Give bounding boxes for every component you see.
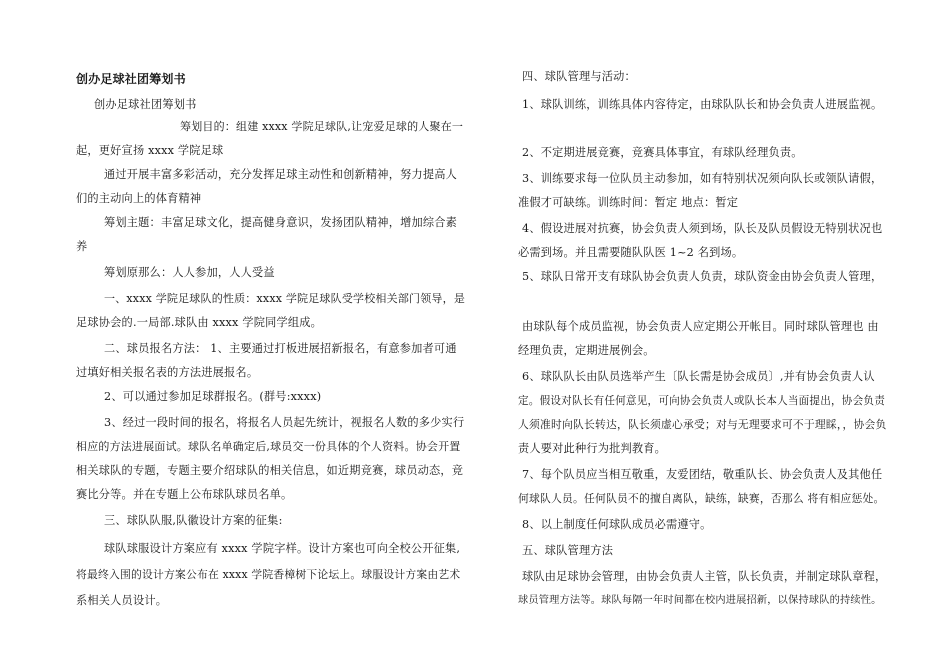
document-title: 创办足球社团筹划书 [76,72,186,86]
text-line: 筹划原那么：人人参加，人人受益 [104,266,275,279]
text-line: 3、训练要求每一位队员主动参加，如有特别状况须向队长或领队请假， [522,172,883,185]
text-line: 起，更好宣扬 xxxx 学院足球 [76,144,224,157]
text-line: 相应的方法进展面试。球队名单确定后,球员交一份具体的个人资料。协会开置 [76,440,461,453]
text-line: 3、经过一段时间的报名，将报名人员起先统计，视报名人数的多少实行 [104,416,465,429]
text-line: 二、球员报名方法： 1、主要通过打板进展招新报名，有意参加者可通 [104,342,457,355]
text-line: 筹划目的：组建 xxxx 学院足球队,让宠爱足球的人聚在一 [180,120,464,133]
text-line: 人须准时向队长转达，队长须虚心承受；对与无理要求可不于理睬，，协会负 [518,418,887,431]
text-line: 赛比分等。并在专题上公布球队球员名单。 [76,488,293,501]
text-line: 一、xxxx 学院足球队的性质：xxxx 学院足球队受学校相关部门领导，是 [104,292,466,305]
text-line: 养 [76,240,88,253]
text-line: 将最终入围的设计方案公布在 xxxx 学院香樟树下论坛上。球服设计方案由艺术 [76,568,461,581]
section-heading: 五、球队管理方法 [522,544,614,557]
text-line: 1、球队训练，训练具体内容待定，由球队队长和协会负责人进展监视。 [522,98,883,111]
text-line: 准假才可缺练。训练时间：暂定 地点：暂定 [518,196,739,209]
text-line: 7、每个队员应当相互敬重，友爱团结，敬重队长、协会负责人及其他任 [522,468,883,481]
text-line: 8、以上制度任何球队成员必需遵守。 [522,518,712,531]
text-line: 必需到场。并且需要随队队医 1~2 名到场。 [518,246,744,259]
text-line: 定。假设对队长有任何意见，可向协会负责人或队长本人当面提出，协会负责 [518,395,885,407]
text-line: 5、球队日常开支有球队协会负责人负责，球队资金由协会负责人管理， [522,270,883,283]
text-line: 2、不定期进展竞赛，竞赛具体事宜，有球队经理负责。 [522,146,803,159]
text-line: 系相关人员设计。 [76,594,168,607]
text-line: 球员管理方法等。球队每隔一年时间都在校内进展招新，以保持球队的持续性。 [518,595,882,606]
text-line: 责人要对此种行为批判教育。 [518,442,667,455]
text-line: 球队球服设计方案应有 xxxx 学院字样。设计方案也可向全校公开征集, [104,542,461,555]
text-line: 6、球队队长由队员选举产生〔队长需是协会成员〕,并有协会负责人认 [522,370,875,383]
text-line: 经理负责，定期进展例会。 [518,344,655,357]
text-line: 过填好相关报名表的方法进展报名。 [76,366,259,379]
text-line: 相关球队的专题，专题主要介绍球队的相关信息，如近期竞赛，球员动态，竞 [76,464,464,477]
text-line: 由球队每个成员监视，协会负责人应定期公开帐目。同时球队管理也 由 [522,320,879,333]
text-line: 们的主动向上的体育精神 [76,192,202,205]
section-heading: 四、球队管理与活动： [522,70,636,83]
text-line: 筹划主题：丰富足球文化，提高健身意识，发扬团队精神，增加综合素 [104,216,458,229]
text-line: 4、假设进展对抗赛，协会负责人须到场，队长及队员假设无特别状况也 [522,222,883,235]
text-line: 2、可以通过参加足球群报名。(群号:xxxx) [104,390,322,403]
text-line: 三、球队队服,队徽设计方案的征集: [104,514,283,527]
text-line: 通过开展丰富多彩活动，充分发挥足球主动性和创新精神，努力提高人 [104,168,458,181]
subtitle-line: 创办足球社团筹划书 [94,98,197,111]
text-line: 球队由足球协会管理，由协会负责人主管，队长负责，并制定球队章程， [522,570,887,583]
text-line: 足球协会的.一局部.球队由 xxxx 学院同学组成。 [76,316,323,329]
text-line: 何球队人员。任何队员不的擅自离队，缺练，缺赛，否那么 将有相应惩处。 [518,492,885,505]
